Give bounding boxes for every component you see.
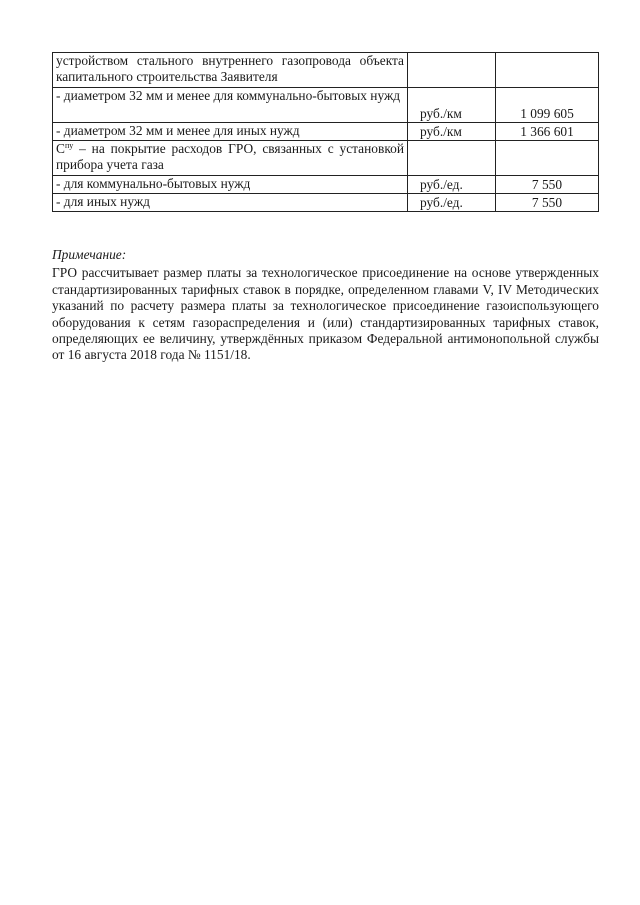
row-description: - диаметром 32 мм и менее для иных нужд <box>53 123 408 141</box>
note-text: ГРО рассчитывает размер платы за технологическое присоединение на основе утвержденных стандартизированных тарифных ставок в порядке, определенном главами V, IV Методических указаний по расчету размера платы за технологическое присоединение газоиспользующего оборудования к сетям газораспределения и (или) стандартизированных тарифных ставок, определяющих ее величину, утверждённых приказом Федеральной антимонопольной службы от 16 августа 2018 года № 1151/18. <box>52 265 599 363</box>
row-value: 7 550 <box>496 194 599 212</box>
row-description: - диаметром 32 мм и менее для коммунально-бытовых нужд <box>53 88 408 123</box>
table-row <box>53 123 599 141</box>
row-value <box>496 141 599 176</box>
row-description: - для коммунально-бытовых нужд <box>53 176 408 194</box>
row-unit <box>408 141 496 176</box>
row-description-text: – на покрытие расходов ГРО, связанных с установкой прибора учета газа <box>56 141 404 172</box>
row-value: 1 366 601 <box>496 123 599 141</box>
table-row <box>53 141 599 176</box>
row-unit: руб./км <box>408 123 496 141</box>
note-section <box>52 247 599 364</box>
row-unit <box>408 53 496 88</box>
tariff-table <box>52 52 599 212</box>
row-description: устройством стального внутреннего газопровода объекта капитального строительства Заявителя <box>53 53 408 88</box>
row-value: 7 550 <box>496 176 599 194</box>
row-unit: руб./ед. <box>408 176 496 194</box>
row-unit: руб./ед. <box>408 194 496 212</box>
row-unit: руб./км <box>408 88 496 123</box>
cost-symbol-superscript: пу <box>64 141 74 150</box>
note-title: Примечание: <box>52 247 127 262</box>
row-value: 1 099 605 <box>496 88 599 123</box>
table-row <box>53 194 599 212</box>
cost-symbol: С <box>56 141 65 156</box>
table-row <box>53 53 599 88</box>
table-row <box>53 176 599 194</box>
row-value <box>496 53 599 88</box>
row-description: - для иных нужд <box>53 194 408 212</box>
table-row <box>53 88 599 123</box>
row-description <box>53 141 408 176</box>
